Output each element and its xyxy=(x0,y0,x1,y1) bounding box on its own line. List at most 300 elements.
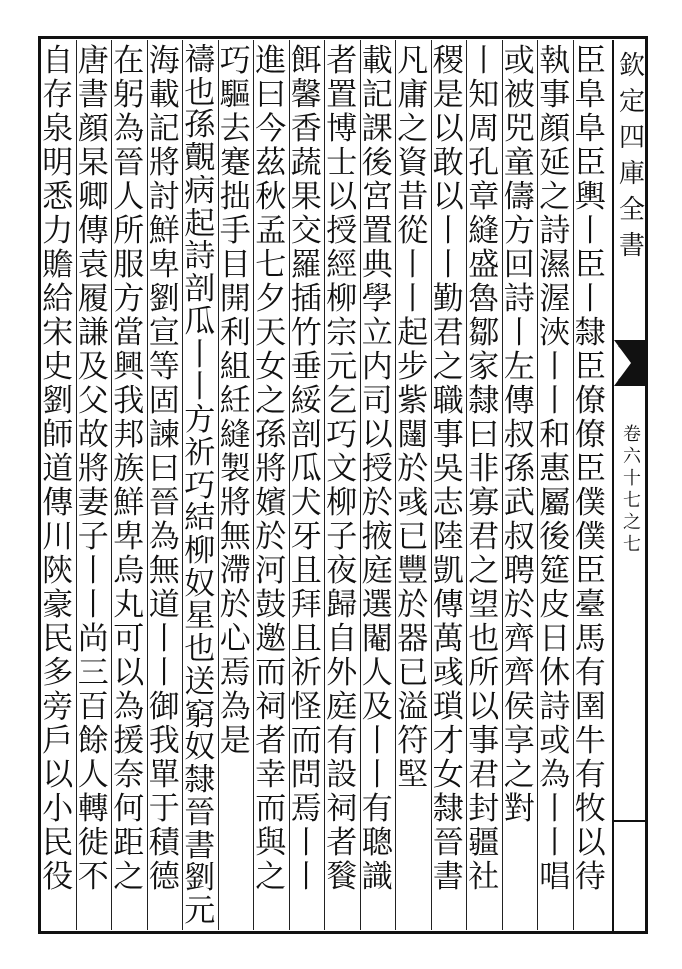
text-glyph: 今 xyxy=(255,112,287,146)
text-glyph: 以 xyxy=(113,656,145,690)
text-glyph: 望 xyxy=(468,588,500,622)
text-glyph: 庭 xyxy=(326,690,358,724)
text-glyph: 臣 xyxy=(574,248,606,282)
text-glyph: 羅 xyxy=(290,248,322,282)
text-glyph: 博 xyxy=(326,112,358,146)
text-glyph: 且 xyxy=(290,554,322,588)
margin-glyph: 書 xyxy=(618,231,645,261)
text-glyph: 者 xyxy=(255,724,287,758)
text-glyph: 邦 xyxy=(113,418,145,452)
text-glyph: 餌 xyxy=(290,44,322,78)
text-glyph: 烏 xyxy=(113,554,145,588)
text-glyph: 民 xyxy=(42,622,74,656)
fish-tail-mark-icon xyxy=(614,340,648,386)
text-glyph: 悉 xyxy=(42,180,74,214)
text-glyph: 道 xyxy=(42,452,74,486)
text-glyph: 覿 xyxy=(184,142,216,175)
text-glyph: 師 xyxy=(42,418,74,452)
text-glyph: 我 xyxy=(113,384,145,418)
text-glyph: 為 xyxy=(539,758,571,792)
text-glyph: 焉 xyxy=(290,792,322,826)
text-glyph: 書 xyxy=(77,78,109,112)
column-rule xyxy=(289,40,290,930)
text-glyph: 送 xyxy=(184,665,216,699)
text-glyph: 三 xyxy=(77,656,109,690)
text-glyph: 豪 xyxy=(42,588,74,622)
text-glyph: 事 xyxy=(432,418,464,452)
text-glyph: 左 xyxy=(503,350,535,384)
text-glyph: 臣 xyxy=(574,44,606,78)
text-glyph: 而 xyxy=(290,724,322,758)
text-glyph: 蹇 xyxy=(219,146,251,180)
text-glyph: 為 xyxy=(219,690,251,724)
text-glyph: 以 xyxy=(326,180,358,214)
text-glyph: 丨 xyxy=(148,622,180,656)
text-glyph: 置 xyxy=(361,214,393,248)
text-glyph: 諫 xyxy=(148,418,180,452)
text-glyph: 香 xyxy=(290,112,322,146)
text-glyph: 當 xyxy=(113,316,145,350)
text-glyph: 侯 xyxy=(503,690,535,724)
text-glyph: 皮 xyxy=(539,588,571,622)
text-glyph: 開 xyxy=(219,282,251,316)
text-glyph: 奴 xyxy=(184,731,216,765)
book-title xyxy=(618,48,646,264)
text-glyph: 典 xyxy=(361,248,393,282)
text-glyph: 鼓 xyxy=(255,588,287,622)
text-glyph: 溢 xyxy=(397,690,429,724)
text-glyph: 魯 xyxy=(468,282,500,316)
text-glyph: 焉 xyxy=(219,656,251,690)
text-glyph: 巧 xyxy=(184,469,216,503)
text-glyph: 目 xyxy=(219,248,251,282)
text-glyph: 怪 xyxy=(290,690,322,724)
text-glyph: 丨 xyxy=(539,826,571,860)
text-glyph: 或 xyxy=(539,724,571,758)
column-rule xyxy=(431,40,432,930)
text-glyph: 丨 xyxy=(539,384,571,418)
text-glyph: 浹 xyxy=(539,316,571,350)
text-glyph: 丨 xyxy=(77,588,109,622)
text-glyph: 禱 xyxy=(184,44,216,77)
text-glyph: 才 xyxy=(432,724,464,758)
text-glyph: 輿 xyxy=(574,180,606,214)
margin-glyph: 七 xyxy=(623,534,641,555)
text-glyph: 司 xyxy=(361,384,393,418)
text-glyph: 以 xyxy=(361,418,393,452)
text-glyph: 也 xyxy=(184,633,216,666)
text-glyph: 叔 xyxy=(503,520,535,554)
text-glyph: 也 xyxy=(184,76,216,110)
text-glyph: 君 xyxy=(432,316,464,350)
text-glyph: 有 xyxy=(326,724,358,758)
text-glyph: 旁 xyxy=(42,690,74,724)
text-glyph: 傳 xyxy=(432,588,464,622)
text-glyph: 隸 xyxy=(468,384,500,418)
text-glyph: 孫 xyxy=(184,109,216,143)
text-glyph: 單 xyxy=(148,758,180,792)
column-rule xyxy=(466,40,467,930)
text-glyph: 無 xyxy=(148,554,180,588)
text-glyph: 蔬 xyxy=(290,146,322,180)
text-glyph: 拜 xyxy=(290,588,322,622)
text-glyph: 享 xyxy=(503,724,535,758)
text-glyph: 討 xyxy=(148,180,180,214)
text-glyph: 鮮 xyxy=(113,486,145,520)
column-rule xyxy=(147,40,148,930)
text-glyph: 尚 xyxy=(77,622,109,656)
column-rule xyxy=(218,40,219,930)
text-glyph: 詩 xyxy=(503,282,535,316)
text-glyph: 士 xyxy=(326,146,358,180)
text-glyph: 自 xyxy=(42,44,74,78)
text-glyph: 履 xyxy=(77,282,109,316)
text-glyph: 役 xyxy=(42,860,74,894)
margin-glyph: 卷 xyxy=(623,424,641,445)
text-glyph: 小 xyxy=(42,792,74,826)
text-glyph: 卑 xyxy=(148,248,180,282)
text-glyph: 星 xyxy=(184,600,216,634)
text-glyph: 以 xyxy=(432,112,464,146)
text-glyph: 丨 xyxy=(432,214,464,248)
text-glyph: 唱 xyxy=(539,860,571,894)
text-glyph: 孫 xyxy=(255,418,287,452)
text-glyph: 文 xyxy=(326,452,358,486)
text-glyph: 步 xyxy=(397,350,429,384)
text-glyph: 待 xyxy=(574,860,606,894)
text-glyph: 丨 xyxy=(184,338,216,372)
text-glyph: 將 xyxy=(219,486,251,520)
text-glyph: 故 xyxy=(77,418,109,452)
text-glyph: 經 xyxy=(326,248,358,282)
text-glyph: 紝 xyxy=(219,384,251,418)
text-glyph: 課 xyxy=(361,112,393,146)
text-glyph: 起 xyxy=(397,316,429,350)
text-glyph: 之 xyxy=(432,350,464,384)
text-glyph: 祠 xyxy=(255,690,287,724)
text-glyph: 手 xyxy=(219,214,251,248)
text-glyph: 日 xyxy=(539,622,571,656)
text-glyph: 卑 xyxy=(113,520,145,554)
column-rule xyxy=(573,40,574,930)
text-glyph: 袁 xyxy=(77,248,109,282)
text-glyph: 綏 xyxy=(290,384,322,418)
text-glyph: 於 xyxy=(361,486,393,520)
text-glyph: 柳 xyxy=(184,535,216,568)
text-glyph: 丨 xyxy=(397,248,429,282)
text-glyph: 牧 xyxy=(574,792,606,826)
text-glyph: 學 xyxy=(361,282,393,316)
text-glyph: 詩 xyxy=(539,214,571,248)
text-glyph: 授 xyxy=(326,214,358,248)
text-glyph: 為 xyxy=(113,112,145,146)
text-glyph: 之 xyxy=(539,180,571,214)
text-glyph: 剖 xyxy=(290,418,322,452)
text-glyph: 齊 xyxy=(503,622,535,656)
text-glyph: 兕 xyxy=(503,112,535,146)
text-glyph: 心 xyxy=(219,622,251,656)
text-glyph: 躬 xyxy=(113,78,145,112)
margin-glyph: 七 xyxy=(623,490,641,511)
text-glyph: 道 xyxy=(148,588,180,622)
text-glyph: 起 xyxy=(184,207,216,241)
text-glyph: 剖 xyxy=(184,273,216,306)
text-column xyxy=(37,44,79,928)
text-glyph: 之 xyxy=(468,554,500,588)
text-glyph: 屬 xyxy=(539,486,571,520)
text-glyph: 之 xyxy=(503,758,535,792)
text-glyph: 為 xyxy=(148,520,180,554)
text-glyph: 對 xyxy=(503,792,535,826)
text-glyph: 惠 xyxy=(539,452,571,486)
text-glyph: 顔 xyxy=(539,112,571,146)
text-glyph: 瓜 xyxy=(290,452,322,486)
text-glyph: 人 xyxy=(361,656,393,690)
text-glyph: 戶 xyxy=(42,724,74,758)
text-glyph: 及 xyxy=(361,690,393,724)
margin-glyph: 欽 xyxy=(618,51,645,81)
text-glyph: 女 xyxy=(432,758,464,792)
text-glyph: 轉 xyxy=(77,792,109,826)
text-glyph: 詩 xyxy=(184,240,216,274)
text-glyph: 君 xyxy=(468,758,500,792)
text-glyph: 志 xyxy=(432,486,464,520)
text-glyph: 距 xyxy=(113,826,145,860)
text-glyph: 嬪 xyxy=(255,486,287,520)
text-glyph: 臣 xyxy=(574,350,606,384)
margin-divider xyxy=(614,820,646,822)
text-glyph: 僚 xyxy=(574,418,606,452)
text-glyph: 有 xyxy=(574,656,606,690)
text-glyph: 隸 xyxy=(574,316,606,350)
text-glyph: 而 xyxy=(255,792,287,826)
text-glyph: 巧 xyxy=(326,418,358,452)
column-rule xyxy=(537,40,538,930)
text-glyph: 于 xyxy=(148,792,180,826)
column-rule xyxy=(253,40,254,930)
text-glyph: 海 xyxy=(148,44,180,78)
text-glyph: 外 xyxy=(326,656,358,690)
text-glyph: 筵 xyxy=(539,554,571,588)
text-glyph: 組 xyxy=(219,350,251,384)
text-glyph: 知 xyxy=(468,78,500,112)
text-glyph: 奈 xyxy=(113,758,145,792)
text-glyph: 牛 xyxy=(574,724,606,758)
text-glyph: 鮮 xyxy=(148,214,180,248)
text-glyph: 自 xyxy=(326,622,358,656)
text-glyph: 敢 xyxy=(432,146,464,180)
text-glyph: 之 xyxy=(397,112,429,146)
text-glyph: 丨 xyxy=(361,758,393,792)
text-glyph: 置 xyxy=(326,78,358,112)
text-glyph: 馬 xyxy=(574,622,606,656)
text-glyph: 唐 xyxy=(77,44,109,78)
text-glyph: 泉 xyxy=(42,112,74,146)
text-glyph: 且 xyxy=(290,622,322,656)
text-glyph: 休 xyxy=(539,656,571,690)
text-glyph: 臺 xyxy=(574,588,606,622)
text-glyph: 德 xyxy=(148,860,180,894)
text-glyph: 記 xyxy=(361,78,393,112)
text-glyph: 者 xyxy=(326,44,358,78)
text-glyph: 插 xyxy=(290,282,322,316)
text-glyph: 臣 xyxy=(574,452,606,486)
text-glyph: 堅 xyxy=(397,758,429,792)
text-glyph: 所 xyxy=(113,214,145,248)
text-glyph: 武 xyxy=(503,486,535,520)
text-glyph: 寡 xyxy=(468,486,500,520)
text-glyph: 奴 xyxy=(184,567,216,601)
text-glyph: 劉 xyxy=(148,282,180,316)
text-glyph: 人 xyxy=(113,180,145,214)
text-glyph: 僚 xyxy=(574,384,606,418)
text-glyph: 已 xyxy=(397,656,429,690)
text-glyph: 於 xyxy=(397,588,429,622)
text-glyph: 等 xyxy=(148,350,180,384)
text-glyph: 秋 xyxy=(255,180,287,214)
text-glyph: 立 xyxy=(361,316,393,350)
text-glyph: 宣 xyxy=(148,316,180,350)
text-glyph: 凱 xyxy=(432,554,464,588)
text-glyph: 丨 xyxy=(290,860,322,894)
text-glyph: 閹 xyxy=(361,622,393,656)
text-glyph: 竹 xyxy=(290,316,322,350)
text-glyph: 服 xyxy=(113,248,145,282)
column-rule xyxy=(360,40,361,930)
text-glyph: 内 xyxy=(361,350,393,384)
text-glyph: 祈 xyxy=(184,436,216,470)
text-glyph: 傳 xyxy=(77,214,109,248)
text-glyph: 河 xyxy=(255,554,287,588)
text-glyph: 天 xyxy=(255,316,287,350)
text-glyph: 巧 xyxy=(219,44,251,78)
text-glyph: 杲 xyxy=(77,146,109,180)
text-glyph: 將 xyxy=(255,452,287,486)
column-rule xyxy=(324,40,325,930)
text-glyph: 劉 xyxy=(184,862,216,896)
text-glyph: 柳 xyxy=(326,282,358,316)
text-glyph: 製 xyxy=(219,452,251,486)
margin-glyph: 之 xyxy=(623,512,641,533)
text-glyph: 丨 xyxy=(539,792,571,826)
text-glyph: 者 xyxy=(326,826,358,860)
text-glyph: 闥 xyxy=(397,418,429,452)
text-glyph: 掖 xyxy=(361,520,393,554)
text-glyph: 之 xyxy=(255,384,287,418)
text-glyph: 齊 xyxy=(503,656,535,690)
text-glyph: 之 xyxy=(113,860,145,894)
text-glyph: 我 xyxy=(148,724,180,758)
text-glyph: 果 xyxy=(290,180,322,214)
text-glyph: 丨 xyxy=(574,282,606,316)
page-margin-column xyxy=(612,40,646,932)
text-glyph: 將 xyxy=(77,452,109,486)
text-glyph: 盛 xyxy=(468,248,500,282)
text-glyph: 人 xyxy=(77,758,109,792)
text-glyph: 瑣 xyxy=(432,690,464,724)
text-glyph: 也 xyxy=(468,622,500,656)
margin-glyph: 庫 xyxy=(618,159,645,189)
text-glyph: 晉 xyxy=(148,486,180,520)
text-glyph: 柳 xyxy=(326,486,358,520)
text-glyph: 去 xyxy=(219,112,251,146)
text-glyph: 結 xyxy=(184,502,216,536)
text-glyph: 之 xyxy=(255,860,287,894)
text-glyph: 社 xyxy=(468,860,500,894)
text-glyph: 宋 xyxy=(42,316,74,350)
text-glyph: 聘 xyxy=(503,554,535,588)
text-glyph: 多 xyxy=(42,656,74,690)
margin-glyph: 六 xyxy=(623,446,641,467)
text-glyph: 馨 xyxy=(290,78,322,112)
text-glyph: 丨 xyxy=(77,554,109,588)
text-glyph: 臣 xyxy=(574,146,606,180)
text-glyph: 牙 xyxy=(290,520,322,554)
text-glyph: 豐 xyxy=(397,554,429,588)
text-glyph: 孔 xyxy=(468,146,500,180)
text-glyph: 茲 xyxy=(255,146,287,180)
text-glyph: 勤 xyxy=(432,282,464,316)
text-glyph: 垂 xyxy=(290,350,322,384)
text-glyph: 援 xyxy=(113,724,145,758)
text-glyph: 凡 xyxy=(397,44,429,78)
text-glyph: 固 xyxy=(148,384,180,418)
text-glyph: 有 xyxy=(361,792,393,826)
text-glyph: 是 xyxy=(432,78,464,112)
text-glyph: 興 xyxy=(113,350,145,384)
text-glyph: 回 xyxy=(503,248,535,282)
text-glyph: 孟 xyxy=(255,214,287,248)
text-glyph: 卿 xyxy=(77,180,109,214)
text-glyph: 後 xyxy=(539,520,571,554)
text-glyph: 丨 xyxy=(432,248,464,282)
text-glyph: 顔 xyxy=(77,112,109,146)
text-glyph: 進 xyxy=(255,44,287,78)
text-glyph: 劉 xyxy=(42,384,74,418)
text-glyph: 稷 xyxy=(432,44,464,78)
text-glyph: 滯 xyxy=(219,554,251,588)
text-glyph: 無 xyxy=(219,520,251,554)
text-glyph: 於 xyxy=(219,588,251,622)
text-glyph: 方 xyxy=(113,282,145,316)
text-glyph: 符 xyxy=(397,724,429,758)
text-glyph: 贍 xyxy=(42,248,74,282)
text-glyph: 家 xyxy=(468,350,500,384)
text-glyph: 史 xyxy=(42,350,74,384)
text-glyph: 存 xyxy=(42,78,74,112)
text-glyph: 事 xyxy=(539,78,571,112)
margin-glyph: 十 xyxy=(623,468,641,489)
margin-glyph: 全 xyxy=(618,195,645,225)
text-glyph: 祈 xyxy=(290,656,322,690)
text-glyph: 於 xyxy=(255,520,287,554)
text-glyph: 晉 xyxy=(113,146,145,180)
text-glyph: 元 xyxy=(326,350,358,384)
text-glyph: 餮 xyxy=(326,860,358,894)
text-glyph: 章 xyxy=(468,180,500,214)
text-glyph: 授 xyxy=(361,452,393,486)
text-glyph: 於 xyxy=(503,588,535,622)
text-glyph: 晉 xyxy=(184,796,216,830)
column-rule xyxy=(111,40,112,930)
text-glyph: 力 xyxy=(42,214,74,248)
text-glyph: 方 xyxy=(184,404,216,437)
text-glyph: 縫 xyxy=(468,214,500,248)
text-glyph: 資 xyxy=(397,146,429,180)
text-glyph: 載 xyxy=(361,44,393,78)
text-glyph: 犬 xyxy=(290,486,322,520)
text-glyph: 百 xyxy=(77,690,109,724)
